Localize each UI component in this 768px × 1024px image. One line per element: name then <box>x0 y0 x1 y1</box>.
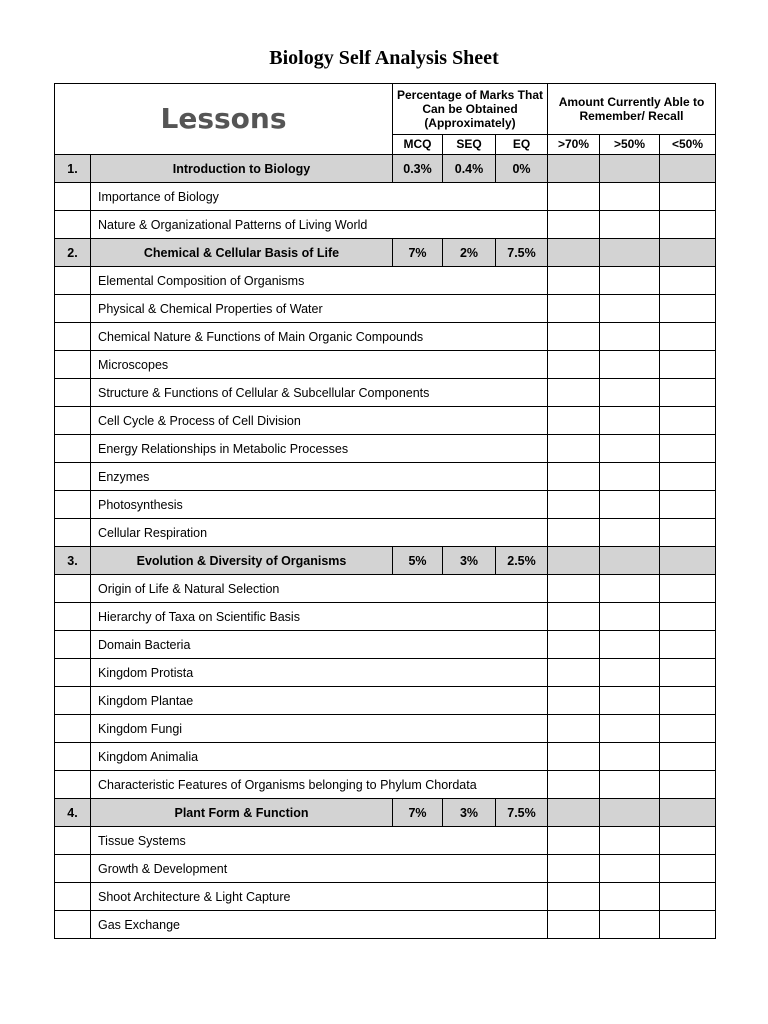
recall-50-cell[interactable] <box>600 491 660 519</box>
recall-70-cell[interactable] <box>548 435 600 463</box>
lesson-row <box>55 659 716 687</box>
section-number: 2. <box>55 239 91 267</box>
lesson-name: Chemical Nature & Functions of Main Organic Compounds <box>91 323 548 351</box>
section-title: Plant Form & Function <box>91 799 393 827</box>
lesson-number-cell <box>55 463 91 491</box>
lesson-number-cell <box>55 519 91 547</box>
eq-heading: EQ <box>496 134 548 154</box>
lesson-name: Hierarchy of Taxa on Scientific Basis <box>91 603 548 631</box>
recall-70-cell[interactable] <box>548 323 600 351</box>
lesson-row <box>55 855 716 883</box>
lesson-name: Shoot Architecture & Light Capture <box>91 883 548 911</box>
lesson-row <box>55 379 716 407</box>
recall-50-cell[interactable] <box>600 323 660 351</box>
lesson-row <box>55 883 716 911</box>
recall-70-cell[interactable] <box>548 771 600 799</box>
lesson-row <box>55 295 716 323</box>
recall-lt50-cell[interactable] <box>660 659 716 687</box>
page-title: Biology Self Analysis Sheet <box>269 47 499 69</box>
recall-70-cell[interactable] <box>548 687 600 715</box>
seq-heading: SEQ <box>443 134 496 154</box>
recall-50-cell[interactable] <box>600 883 660 911</box>
lesson-name: Origin of Life & Natural Selection <box>91 575 548 603</box>
recall-70-cell[interactable] <box>548 631 600 659</box>
recall-lt50-cell[interactable] <box>660 911 716 939</box>
lesson-name: Microscopes <box>91 351 548 379</box>
section-row <box>55 239 716 267</box>
recall-70-cell[interactable] <box>548 827 600 855</box>
recall-70-cell[interactable] <box>548 799 600 827</box>
recall-lt50-cell[interactable] <box>660 603 716 631</box>
lesson-number-cell <box>55 743 91 771</box>
lesson-number-cell <box>55 491 91 519</box>
recall-50-cell[interactable] <box>600 827 660 855</box>
lesson-number-cell <box>55 211 91 239</box>
lesson-row <box>55 211 716 239</box>
recall-lt50-cell[interactable] <box>660 323 716 351</box>
header-row <box>55 84 716 135</box>
section-title: Chemical & Cellular Basis of Life <box>91 239 393 267</box>
recall-lt50-cell[interactable] <box>660 407 716 435</box>
lesson-number-cell <box>55 715 91 743</box>
lesson-name: Growth & Development <box>91 855 548 883</box>
section-row <box>55 547 716 575</box>
lesson-row <box>55 407 716 435</box>
percentage-heading: Percentage of Marks That Can be Obtained (Approximately) <box>393 84 548 135</box>
recall-lt50-cell[interactable] <box>660 491 716 519</box>
recall-70-heading: >70% <box>548 134 600 154</box>
lesson-row <box>55 771 716 799</box>
lesson-row <box>55 323 716 351</box>
lesson-row <box>55 519 716 547</box>
recall-50-cell[interactable] <box>600 351 660 379</box>
lesson-name: Characteristic Features of Organisms belonging to Phylum Chordata <box>91 771 548 799</box>
recall-50-cell[interactable] <box>600 659 660 687</box>
recall-50-cell[interactable] <box>600 911 660 939</box>
recall-50-cell[interactable] <box>600 211 660 239</box>
lesson-row <box>55 631 716 659</box>
lesson-row <box>55 715 716 743</box>
lesson-name: Physical & Chemical Properties of Water <box>91 295 548 323</box>
recall-50-cell[interactable] <box>600 687 660 715</box>
lesson-row <box>55 687 716 715</box>
recall-50-cell[interactable] <box>600 239 660 267</box>
lesson-name: Domain Bacteria <box>91 631 548 659</box>
recall-50-cell[interactable] <box>600 603 660 631</box>
recall-lt50-cell[interactable] <box>660 799 716 827</box>
recall-70-cell[interactable] <box>548 211 600 239</box>
section-mcq: 5% <box>393 547 443 575</box>
recall-lt50-cell[interactable] <box>660 883 716 911</box>
recall-50-cell[interactable] <box>600 743 660 771</box>
recall-lt50-cell[interactable] <box>660 743 716 771</box>
recall-50-cell[interactable] <box>600 183 660 211</box>
lesson-number-cell <box>55 827 91 855</box>
lesson-number-cell <box>55 267 91 295</box>
recall-lt50-cell[interactable] <box>660 631 716 659</box>
lesson-row <box>55 267 716 295</box>
lesson-number-cell <box>55 883 91 911</box>
recall-50-cell[interactable] <box>600 155 660 183</box>
section-row <box>55 155 716 183</box>
section-title: Evolution & Diversity of Organisms <box>91 547 393 575</box>
recall-lt50-cell[interactable] <box>660 519 716 547</box>
recall-lt50-cell[interactable] <box>660 463 716 491</box>
recall-70-cell[interactable] <box>548 911 600 939</box>
amount-heading: Amount Currently Able to Remember/ Recall <box>548 84 716 135</box>
recall-lt50-cell[interactable] <box>660 827 716 855</box>
recall-lt50-cell[interactable] <box>660 267 716 295</box>
lesson-row <box>55 575 716 603</box>
lesson-row <box>55 491 716 519</box>
section-eq: 7.5% <box>496 799 548 827</box>
section-title: Introduction to Biology <box>91 155 393 183</box>
section-seq: 2% <box>443 239 496 267</box>
lesson-row <box>55 463 716 491</box>
recall-70-cell[interactable] <box>548 603 600 631</box>
recall-50-cell[interactable] <box>600 379 660 407</box>
lesson-number-cell <box>55 351 91 379</box>
lesson-row <box>55 603 716 631</box>
section-eq: 7.5% <box>496 239 548 267</box>
analysis-table <box>54 83 716 939</box>
recall-50-heading: >50% <box>600 134 660 154</box>
recall-70-cell[interactable] <box>548 463 600 491</box>
lesson-name: Structure & Functions of Cellular & Subcellular Components <box>91 379 548 407</box>
lesson-name: Kingdom Plantae <box>91 687 548 715</box>
recall-50-cell[interactable] <box>600 295 660 323</box>
lesson-row <box>55 351 716 379</box>
recall-70-cell[interactable] <box>548 407 600 435</box>
recall-50-cell[interactable] <box>600 267 660 295</box>
recall-lt50-cell[interactable] <box>660 855 716 883</box>
recall-50-cell[interactable] <box>600 463 660 491</box>
lesson-row <box>55 183 716 211</box>
lesson-row <box>55 743 716 771</box>
recall-70-cell[interactable] <box>548 379 600 407</box>
recall-lt50-cell[interactable] <box>660 435 716 463</box>
recall-70-cell[interactable] <box>548 155 600 183</box>
recall-50-cell[interactable] <box>600 575 660 603</box>
lesson-number-cell <box>55 911 91 939</box>
lesson-number-cell <box>55 631 91 659</box>
recall-lt50-cell[interactable] <box>660 687 716 715</box>
lesson-name: Energy Relationships in Metabolic Processes <box>91 435 548 463</box>
recall-50-cell[interactable] <box>600 519 660 547</box>
lesson-name: Gas Exchange <box>91 911 548 939</box>
recall-70-cell[interactable] <box>548 491 600 519</box>
recall-lt50-cell[interactable] <box>660 239 716 267</box>
recall-50-cell[interactable] <box>600 547 660 575</box>
recall-70-cell[interactable] <box>548 351 600 379</box>
recall-70-cell[interactable] <box>548 295 600 323</box>
lesson-name: Nature & Organizational Patterns of Living World <box>91 211 548 239</box>
recall-50-cell[interactable] <box>600 799 660 827</box>
section-eq: 0% <box>496 155 548 183</box>
recall-70-cell[interactable] <box>548 519 600 547</box>
recall-50-cell[interactable] <box>600 435 660 463</box>
recall-lt50-cell[interactable] <box>660 351 716 379</box>
lesson-number-cell <box>55 435 91 463</box>
recall-70-cell[interactable] <box>548 575 600 603</box>
lesson-number-cell <box>55 183 91 211</box>
section-row <box>55 799 716 827</box>
section-number: 3. <box>55 547 91 575</box>
lesson-number-cell <box>55 295 91 323</box>
lesson-name: Kingdom Animalia <box>91 743 548 771</box>
recall-70-cell[interactable] <box>548 659 600 687</box>
section-number: 1. <box>55 155 91 183</box>
lesson-number-cell <box>55 603 91 631</box>
recall-70-cell[interactable] <box>548 183 600 211</box>
recall-lt50-cell[interactable] <box>660 771 716 799</box>
recall-70-cell[interactable] <box>548 267 600 295</box>
lesson-name: Cellular Respiration <box>91 519 548 547</box>
lesson-name: Enzymes <box>91 463 548 491</box>
lessons-heading: Lessons <box>55 84 393 155</box>
recall-lt50-cell[interactable] <box>660 183 716 211</box>
section-number: 4. <box>55 799 91 827</box>
section-seq: 3% <box>443 547 496 575</box>
recall-50-cell[interactable] <box>600 715 660 743</box>
recall-lt50-cell[interactable] <box>660 379 716 407</box>
lesson-number-cell <box>55 855 91 883</box>
recall-70-cell[interactable] <box>548 855 600 883</box>
lesson-number-cell <box>55 771 91 799</box>
lesson-row <box>55 435 716 463</box>
recall-50-cell[interactable] <box>600 771 660 799</box>
lesson-number-cell <box>55 407 91 435</box>
recall-70-cell[interactable] <box>548 883 600 911</box>
recall-lt50-cell[interactable] <box>660 547 716 575</box>
lesson-row <box>55 827 716 855</box>
lesson-name: Cell Cycle & Process of Cell Division <box>91 407 548 435</box>
section-mcq: 7% <box>393 799 443 827</box>
recall-50-cell[interactable] <box>600 631 660 659</box>
section-eq: 2.5% <box>496 547 548 575</box>
lesson-name: Elemental Composition of Organisms <box>91 267 548 295</box>
lesson-name: Kingdom Protista <box>91 659 548 687</box>
recall-lt50-cell[interactable] <box>660 155 716 183</box>
recall-50-cell[interactable] <box>600 855 660 883</box>
recall-lt50-cell[interactable] <box>660 295 716 323</box>
lesson-name: Photosynthesis <box>91 491 548 519</box>
recall-lt50-heading: <50% <box>660 134 716 154</box>
lesson-number-cell <box>55 323 91 351</box>
lesson-number-cell <box>55 379 91 407</box>
recall-50-cell[interactable] <box>600 407 660 435</box>
lesson-name: Kingdom Fungi <box>91 715 548 743</box>
recall-70-cell[interactable] <box>548 743 600 771</box>
lesson-number-cell <box>55 659 91 687</box>
section-seq: 0.4% <box>443 155 496 183</box>
lesson-number-cell <box>55 687 91 715</box>
section-mcq: 0.3% <box>393 155 443 183</box>
recall-70-cell[interactable] <box>548 239 600 267</box>
section-seq: 3% <box>443 799 496 827</box>
recall-70-cell[interactable] <box>548 547 600 575</box>
mcq-heading: MCQ <box>393 134 443 154</box>
recall-70-cell[interactable] <box>548 715 600 743</box>
lesson-name: Importance of Biology <box>91 183 548 211</box>
recall-lt50-cell[interactable] <box>660 715 716 743</box>
lesson-number-cell <box>55 575 91 603</box>
recall-lt50-cell[interactable] <box>660 575 716 603</box>
section-mcq: 7% <box>393 239 443 267</box>
recall-lt50-cell[interactable] <box>660 211 716 239</box>
lesson-row <box>55 911 716 939</box>
lesson-name: Tissue Systems <box>91 827 548 855</box>
